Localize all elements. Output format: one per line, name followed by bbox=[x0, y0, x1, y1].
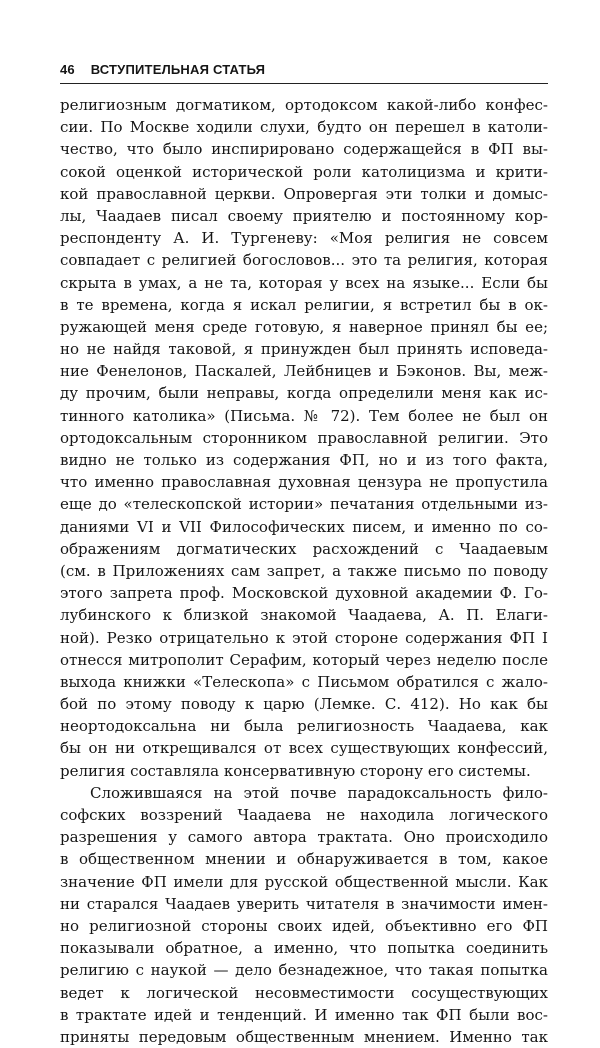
text-line: еще до «телескопской истории» печатания отдельными из- bbox=[60, 495, 548, 514]
text-line: лубинского к близкой знакомой Чаадаева, А. П. Елаги- bbox=[60, 606, 548, 625]
text-line: этого запрета проф. Московской духовной академии Ф. Го- bbox=[60, 584, 548, 603]
text-line: ружающей меня среде готовую, я наверное принял бы ее; bbox=[60, 317, 548, 336]
text-line: чество, что было инспирировано содержащейся в ФП вы- bbox=[60, 140, 548, 159]
text-line: ду прочим, были неправы, когда определили меня как ис- bbox=[60, 384, 548, 403]
text-line: ведет к логической несовместимости сосуществующих bbox=[60, 983, 548, 1002]
text-line: ной). Резко отрицательно к этой стороне содержания ФП I bbox=[60, 628, 548, 647]
text-line: сокой оценкой исторической роли католицизма и крити- bbox=[60, 162, 548, 181]
text-line: совпадает с религией богословов... это та религия, которая bbox=[60, 251, 548, 270]
page-number: 46 bbox=[60, 62, 75, 77]
text-line: лы, Чаадаев писал своему приятелю и постоянному кор- bbox=[60, 206, 548, 225]
text-line: разрешения у самого автора трактата. Оно происходило bbox=[60, 828, 548, 847]
text-line: ортодоксальным сторонником православной религии. Это bbox=[60, 428, 548, 447]
text-line: выхода книжки «Телескопа» с Письмом обратился с жало- bbox=[60, 672, 548, 691]
text-line: софских воззрений Чаадаева не находила логического bbox=[60, 806, 548, 824]
text-line: в те времена, когда я искал религии, я встретил бы в ок- bbox=[60, 295, 548, 314]
text-line: религиозным догматиком, ортодоксом какой-либо конфес- bbox=[60, 96, 548, 114]
text-line: респонденту А. И. Тургеневу: «Моя религия не совсем bbox=[60, 229, 548, 248]
text-line: тинного католика» (Письма. № 72). Тем более не был он bbox=[60, 406, 548, 425]
text-line: ни старался Чаадаев уверить читателя в значимости имен- bbox=[60, 894, 548, 913]
text-line: значение ФП имели для русской общественной мысли. Как bbox=[60, 872, 548, 891]
text-line: что именно православная духовная цензура не пропустила bbox=[60, 473, 548, 492]
header-rule bbox=[60, 83, 548, 84]
text-line: в трактате идей и тенденций. И именно так ФП были вос- bbox=[60, 1005, 548, 1024]
text-line: скрыта в умах, а не та, которая у всех на языке... Если бы bbox=[60, 273, 548, 292]
text-line: видно не только из содержания ФП, но и из того факта, bbox=[60, 451, 548, 469]
text-line: отнесся митрополит Серафим, который через неделю после bbox=[60, 650, 548, 669]
text-line: кой православной церкви. Опровергая эти толки и домыс- bbox=[60, 184, 548, 203]
body-text bbox=[60, 94, 548, 1048]
text-line: даниями VI и VII Философических писем, и именно по со- bbox=[60, 517, 548, 536]
text-line: но не найдя таковой, я принужден был принять исповеда- bbox=[60, 340, 548, 359]
text-line: но религиозной стороны своих идей, объективно его ФП bbox=[60, 916, 548, 935]
text-line: (см. в Приложениях сам запрет, а также письмо по поводу bbox=[60, 561, 548, 580]
text-line: приняты передовым общественным мнением. Именно так bbox=[60, 1027, 548, 1046]
paragraph-end-line: религия составляла консервативную сторону его системы. bbox=[60, 761, 531, 780]
text-line: религию с наукой — дело безнадежное, что такая попытка bbox=[60, 961, 548, 980]
text-line: ние Фенелонов, Паскалей, Лейбницев и Бэконов. Вы, меж- bbox=[60, 362, 548, 381]
text-line: сии. По Москве ходили слухи, будто он перешел в католи- bbox=[60, 118, 548, 137]
running-title: ВСТУПИТЕЛЬНАЯ СТАТЬЯ bbox=[90, 62, 266, 77]
text-line: в общественном мнении и обнаруживается в том, какое bbox=[60, 850, 548, 869]
text-line: бой по этому поводу к царю (Лемке. С. 412). Но как бы bbox=[60, 695, 548, 714]
text-line: неортодоксальна ни была религиозность Чаадаева, как bbox=[60, 717, 548, 736]
text-line: бы он ни открещивался от всех существующих конфессий, bbox=[60, 739, 548, 758]
text-line: ображениям догматических расхождений с Чаадаевым bbox=[60, 539, 548, 558]
text-line: показывали обратное, а именно, что попытка соединить bbox=[60, 939, 548, 958]
running-header bbox=[60, 62, 548, 82]
paragraph-start-line: Сложившаяся на этой почве парадоксальность фило- bbox=[90, 783, 548, 802]
